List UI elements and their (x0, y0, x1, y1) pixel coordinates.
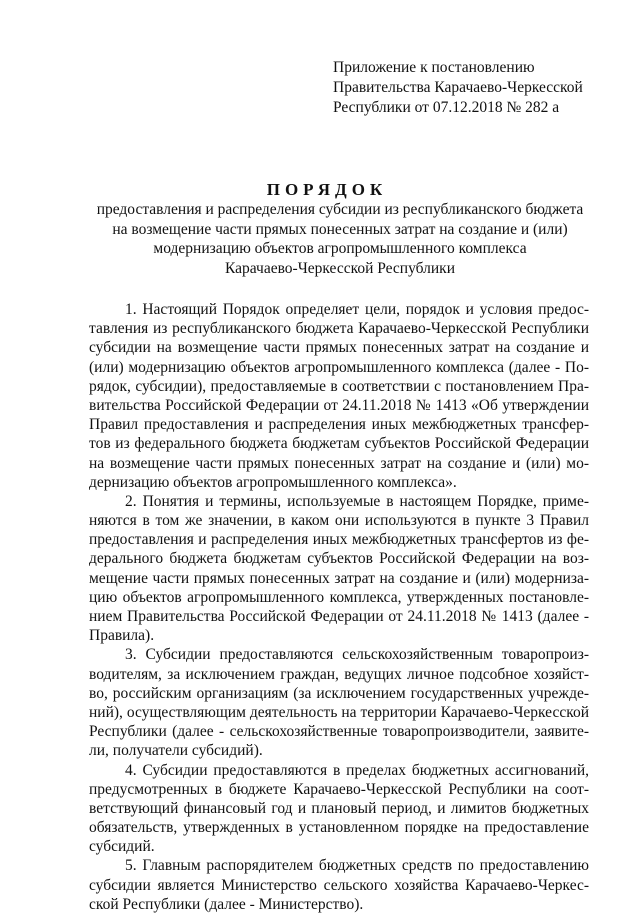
paragraph-line: 1. Настоящий Порядок определяет цели, порядок и условия предос- (125, 301, 589, 318)
paragraph-line: 5. Главным распорядителем бюджетных средств по предоставлению (125, 857, 589, 875)
paragraph-line: 3. Субсидии предоставляются сельскохозяйственным товаропроиз- (125, 646, 589, 664)
appendix-note (333, 58, 623, 118)
paragraph-line: на возмещение части прямых понесенных затрат на создание и (или) мо- (89, 454, 589, 472)
document-subtitle (60, 200, 620, 278)
paragraph-line: тов из федерального бюджета бюджетам субъектов Российской Федерации (89, 435, 589, 453)
paragraph-line: предоставления и распределения иных межбюджетных трансфертов из фе- (89, 531, 589, 549)
document-body (89, 300, 589, 914)
paragraph-line: предусмотренных в бюджете Карачаево-Черкесской Республики на соот- (89, 780, 589, 798)
subtitle-line: Карачаево-Черкесской Республики (225, 259, 455, 277)
paragraph-line: 2. Понятия и термины, используемые в настоящем Порядке, приме- (125, 492, 589, 510)
subtitle-line: модернизацию объектов агропромышленного комплекса (153, 240, 527, 257)
paragraph-3 (89, 645, 589, 760)
paragraph-line: Правила). (89, 627, 155, 645)
paragraph-line: (или) модернизацию объектов агропромышленного комплекса (далее - По- (89, 358, 589, 376)
paragraph-line: дернизацию объектов агропромышленного комплекса». (89, 473, 457, 491)
paragraph-1 (89, 300, 589, 492)
paragraph-line: вительства Российской Федерации от 24.11.2018 № 1413 «Об утверждении (89, 396, 589, 414)
paragraph-line: мещение части прямых понесенных затрат на создание и (или) модерниза- (89, 569, 589, 587)
paragraph-line: 4. Субсидии предоставляются в пределах бюджетных ассигнований, (125, 761, 589, 779)
paragraph-line: ний), осуществляющим деятельность на территории Карачаево-Черкесской (89, 703, 589, 721)
paragraph-line: во, российским организациям (за исключением государственных учрежде- (89, 684, 589, 702)
paragraph-line: ветствующий финансовый год и плановый период, и лимитов бюджетных (89, 799, 589, 817)
paragraph-line: тавления из республиканского бюджета Карачаево-Черкесской Республики (89, 320, 589, 338)
paragraph-line: няются в том же значении, в каком они используются в пункте 3 Правил (89, 512, 589, 530)
paragraph-line: ли, получатели субсидий). (89, 742, 263, 760)
paragraph-line: рядок, субсидии), предоставляемые в соответствии с постановлением Пра- (89, 377, 589, 395)
paragraph-line: субсидии является Министерство сельского хозяйства Карачаево-Черкес- (89, 876, 589, 894)
paragraph-line: нием Правительства Российской Федерации от 24.11.2018 № 1413 (далее - (89, 608, 589, 625)
document-title: ПОРЯДОК (266, 180, 388, 199)
appendix-line: Республики от 07.12.2018 № 282 а (333, 99, 560, 116)
paragraph-line: Республики (далее - сельскохозяйственные товаропроизводители, заявите- (89, 723, 589, 741)
paragraph-line: обязательств, утвержденных в установленном порядке на предоставление (89, 819, 589, 837)
subtitle-line: на возмещение части прямых понесенных затрат на создание и (или) (112, 220, 568, 238)
paragraph-line: водителям, за исключением граждан, ведущих личное подсобное хозяйст- (89, 665, 589, 683)
paragraph-line: ской Республики (далее - Министерство). (89, 895, 364, 913)
paragraph-line: цию объектов агропромышленного комплекса, утвержденных постановле- (89, 588, 589, 606)
appendix-line: Правительства Карачаево-Черкесской (333, 79, 583, 96)
appendix-line: Приложение к постановлению (333, 59, 535, 76)
paragraph-4 (89, 761, 589, 857)
paragraph-2 (89, 492, 589, 646)
paragraph-line: Правил предоставления и распределения иных межбюджетных трансфер- (89, 416, 589, 434)
paragraph-line: дерального бюджета бюджетам субъектов Российской Федерации на воз- (89, 550, 589, 568)
subtitle-line: предоставления и распределения субсидии из республиканского бюджета (96, 201, 584, 218)
paragraph-5 (89, 856, 589, 914)
paragraph-line: субсидий. (89, 838, 155, 856)
paragraph-line: субсидии на возмещение части прямых понесенных затрат на создание и (89, 339, 589, 357)
